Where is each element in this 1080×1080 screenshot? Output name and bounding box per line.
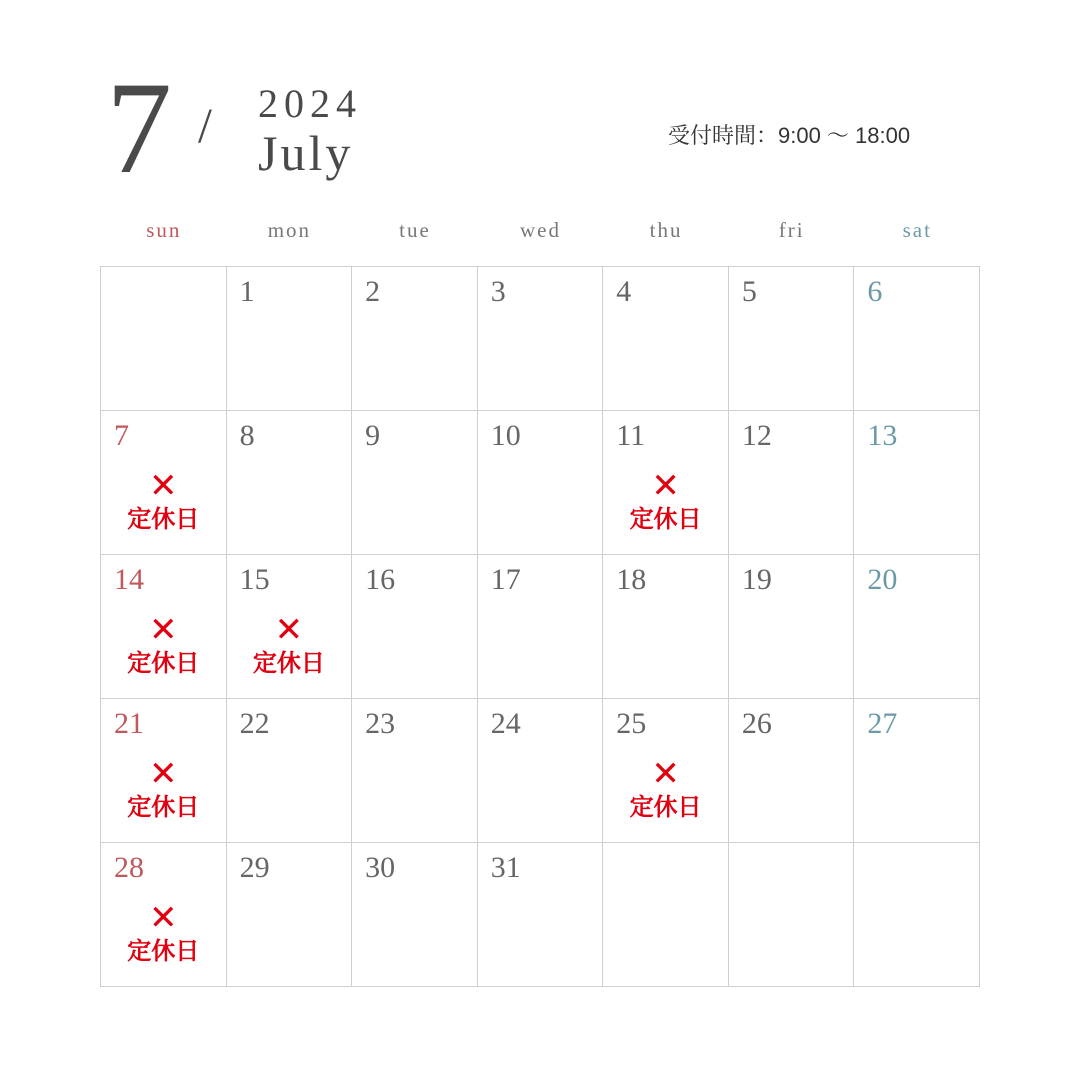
day-number: 6 [867, 275, 883, 308]
closed-day-marker [101, 898, 226, 966]
day-number: 30 [365, 851, 396, 884]
day-cell [854, 411, 980, 555]
day-number: 26 [741, 707, 772, 740]
day-cell [101, 411, 227, 555]
closed-day-marker [101, 754, 226, 822]
day-number: 21 [114, 707, 144, 740]
day-number: 29 [239, 851, 270, 884]
day-number: 15 [239, 563, 270, 596]
day-cell [603, 843, 729, 987]
day-number: 20 [867, 563, 898, 596]
cross-icon: ✕ [149, 754, 178, 794]
cross-icon: ✕ [149, 610, 178, 650]
day-cell [227, 843, 353, 987]
title-slash: / [198, 97, 212, 153]
day-cell [352, 411, 478, 555]
calendar-grid [100, 266, 980, 987]
month-number: 7 [106, 54, 172, 201]
day-number: 7 [114, 419, 129, 452]
business-hours: 受付時間：9:00 〜 18:00 [668, 123, 911, 148]
day-cell [854, 699, 980, 843]
day-cell [352, 555, 478, 699]
day-cell [854, 555, 980, 699]
day-number: 4 [616, 275, 632, 308]
day-cell [478, 843, 604, 987]
cross-icon: ✕ [651, 754, 680, 794]
day-cell [352, 267, 478, 411]
day-number: 2 [365, 275, 381, 308]
day-cell [101, 267, 227, 411]
closed-day-label: 定休日 [629, 505, 702, 533]
day-number: 11 [616, 419, 646, 452]
day-cell [729, 555, 855, 699]
day-number: 24 [490, 707, 521, 740]
weekday-sat: sat [902, 218, 932, 242]
month-name-label: July [258, 125, 354, 181]
day-cell [478, 555, 604, 699]
cross-icon: ✕ [274, 610, 304, 650]
day-number: 14 [114, 563, 144, 596]
day-cell [101, 555, 227, 699]
day-cell [603, 699, 729, 843]
day-cell [854, 267, 980, 411]
day-cell [227, 267, 353, 411]
day-number: 9 [365, 419, 381, 452]
day-cell [603, 267, 729, 411]
day-number: 31 [490, 851, 521, 884]
day-cell [729, 267, 855, 411]
closed-day-label: 定休日 [252, 649, 325, 677]
day-number: 13 [867, 419, 898, 452]
day-number: 5 [741, 275, 757, 308]
closed-day-label: 定休日 [127, 505, 200, 533]
day-cell [478, 411, 604, 555]
day-number: 28 [114, 851, 144, 884]
day-number: 17 [490, 563, 521, 596]
day-cell [227, 411, 353, 555]
day-number: 22 [239, 707, 270, 740]
closed-day-label: 定休日 [629, 793, 702, 821]
day-cell [352, 843, 478, 987]
cross-icon: ✕ [651, 466, 680, 506]
closed-day-marker [227, 610, 352, 678]
closed-day-marker [101, 466, 226, 534]
cross-icon: ✕ [149, 898, 178, 938]
day-cell [729, 699, 855, 843]
weekday-header [101, 218, 980, 243]
day-number: 27 [867, 707, 898, 740]
day-cell [729, 411, 855, 555]
weekday-wed: wed [520, 218, 562, 242]
weekday-fri: fri [778, 218, 805, 242]
cross-icon: ✕ [149, 466, 178, 506]
closed-day-marker [603, 466, 728, 534]
day-cell [478, 699, 604, 843]
day-number: 1 [239, 275, 255, 308]
day-number: 18 [616, 563, 647, 596]
year-label: 2024 [258, 81, 362, 126]
day-cell [227, 555, 353, 699]
day-cell [603, 411, 729, 555]
day-cell [729, 843, 855, 987]
closed-day-label: 定休日 [127, 649, 200, 677]
weekday-mon: mon [267, 218, 312, 242]
day-number: 8 [239, 419, 255, 452]
day-cell [101, 843, 227, 987]
closed-day-label: 定休日 [127, 937, 200, 965]
day-cell [478, 267, 604, 411]
day-cell [101, 699, 227, 843]
day-number: 16 [365, 563, 396, 596]
day-cell [352, 699, 478, 843]
day-number: 10 [490, 419, 521, 452]
day-number: 23 [365, 707, 396, 740]
weekday-tue: tue [399, 218, 431, 242]
day-cell [227, 699, 353, 843]
weekday-thu: thu [649, 218, 683, 242]
day-cell [603, 555, 729, 699]
day-number: 25 [616, 707, 647, 740]
closed-day-label: 定休日 [127, 793, 200, 821]
day-number: 19 [741, 563, 772, 596]
closed-day-marker [603, 754, 728, 822]
day-cell [854, 843, 980, 987]
weekday-sun: sun [146, 218, 182, 242]
closed-day-marker [101, 610, 226, 678]
day-number: 12 [741, 419, 772, 452]
day-number: 3 [490, 275, 506, 308]
